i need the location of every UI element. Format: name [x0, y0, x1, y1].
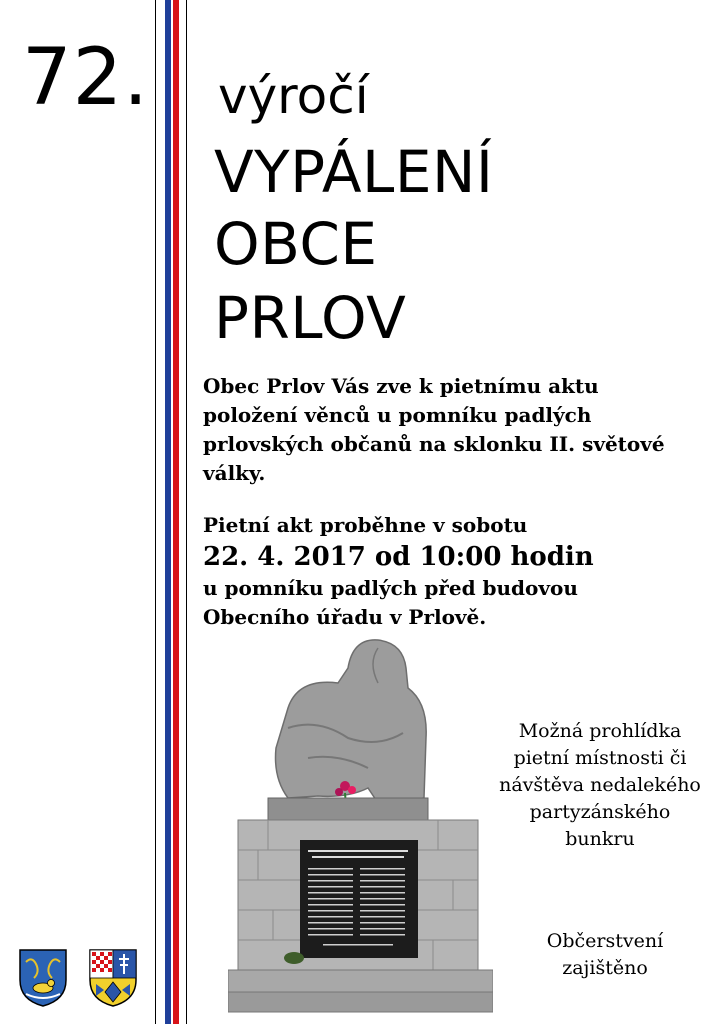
event-intro: Pietní akt proběhne v sobotu — [203, 513, 528, 537]
event-paragraph — [203, 511, 713, 632]
anniversary-word: výročí — [218, 67, 369, 125]
monument-image — [228, 628, 493, 1013]
invitation-paragraph — [203, 372, 713, 488]
border-line-left — [155, 0, 156, 1024]
side-note-line: bunkru — [565, 828, 635, 850]
event-place-line: u pomníku padlých před budovou — [203, 576, 578, 600]
flag-stripe-blue — [165, 0, 171, 1024]
zlin-region-coat-of-arms-icon — [88, 948, 138, 1008]
side-note-line: partyzánského — [529, 801, 671, 823]
side-note — [480, 718, 720, 853]
refreshments-line: zajištěno — [562, 957, 648, 979]
event-place-line: Obecního úřadu v Prlově. — [203, 605, 487, 629]
prlov-coat-of-arms-icon — [18, 948, 68, 1008]
invitation-line: položení věnců u pomníku padlých — [203, 403, 592, 427]
side-note-line: návštěva nedalekého — [499, 774, 701, 796]
anniversary-number: 72. — [22, 33, 150, 123]
side-note-line: pietní místnosti či — [513, 747, 687, 769]
flag-stripe-red — [173, 0, 179, 1024]
border-line-right — [186, 0, 187, 1024]
title-line-3: PRLOV — [214, 284, 407, 352]
side-note-line: Možná prohlídka — [518, 720, 682, 742]
title-line-2: OBCE — [214, 210, 378, 278]
invitation-line: války. — [203, 461, 266, 485]
invitation-line: Obec Prlov Vás zve k pietnímu aktu — [203, 374, 599, 398]
title-line-1: VYPÁLENÍ — [214, 138, 494, 206]
refreshments-note — [515, 928, 695, 982]
invitation-line: prlovských občanů na sklonku II. světové — [203, 432, 665, 456]
event-datetime: 22. 4. 2017 od 10:00 hodin — [203, 542, 594, 572]
refreshments-line: Občerstvení — [546, 930, 664, 952]
